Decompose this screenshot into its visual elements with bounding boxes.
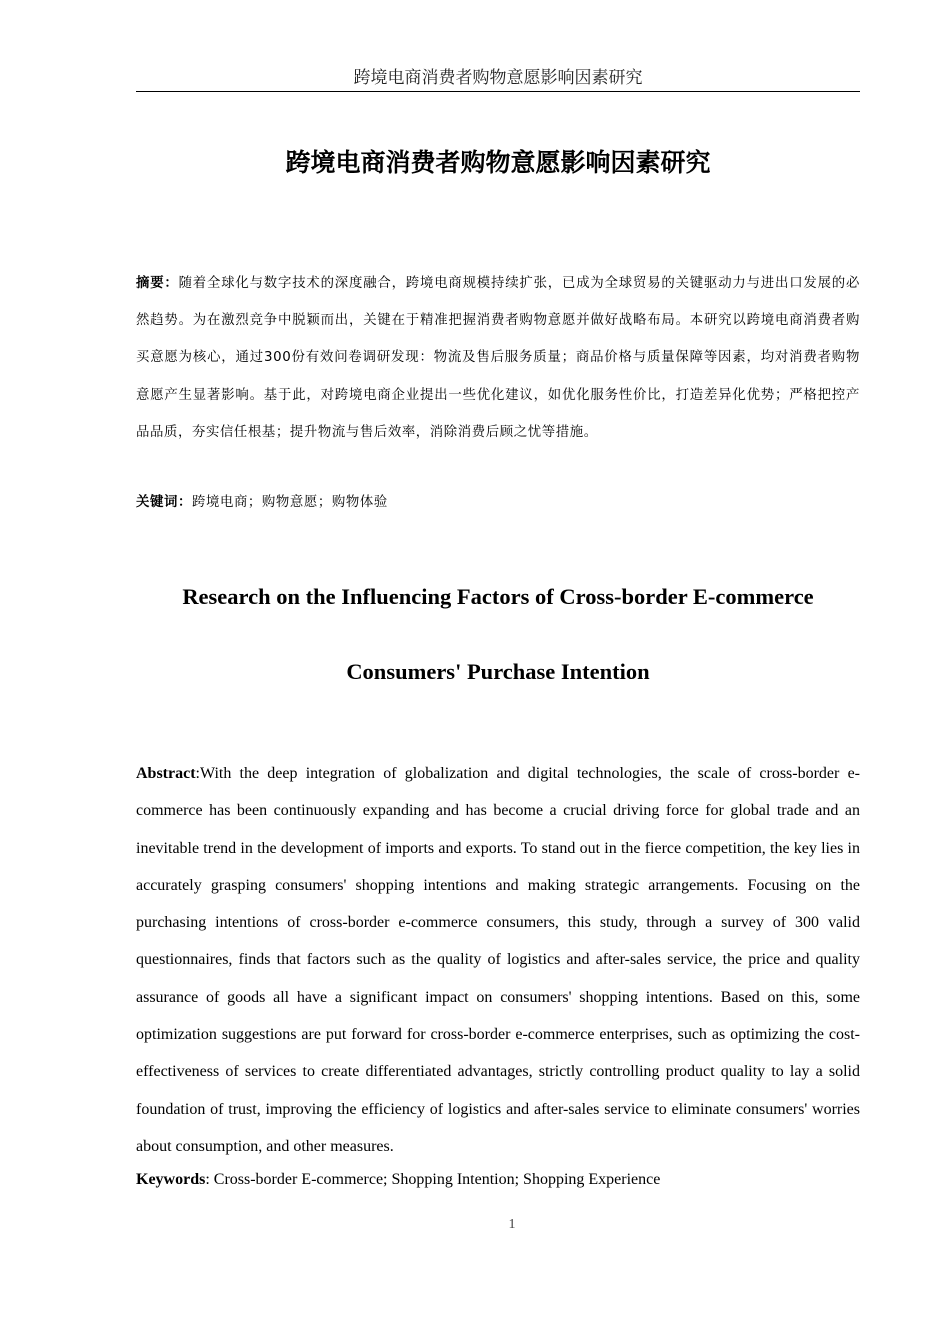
chinese-keywords [136,486,860,520]
running-header: 跨境电商消费者购物意愿影响因素研究 [353,68,643,88]
english-keywords-text: : Cross-border E-commerce; Shopping Intention; Shopping Experience [205,1171,661,1188]
english-title [136,559,860,709]
chinese-abstract [136,265,860,451]
english-title-line-2: Consumers' Purchase Intention [346,659,650,684]
header-rule [136,91,860,92]
english-abstract-label: Abstract [136,765,196,782]
chinese-abstract-label: 摘要： [136,276,179,291]
chinese-abstract-text: 随着全球化与数字技术的深度融合，跨境电商规模持续扩张，已成为全球贸易的关键驱动力与进出口发展的必然趋势。为在激烈竞争中脱颖而出，关键在于精准把握消费者购物意愿并做好战略布局。本研究以跨境电商消费者购买意愿为核心，通过300份有效问卷调研发现：物流及售后服务质量；商品价格与质量保障等因素，均对消费者购物意愿产生显著影响。基于此，对跨境电商企业提出一些优化建议，如优化服务性价比，打造差异化优势；严格把控产品品质，夯实信任根基；提升物流与售后效率，消除消费后顾之忧等措施。 [136,276,860,440]
chinese-title: 跨境电商消费者购物意愿影响因素研究 [285,148,711,177]
chinese-keywords-label: 关键词： [136,495,192,510]
english-abstract [136,755,860,1165]
chinese-keywords-text: 跨境电商；购物意愿；购物体验 [191,495,388,510]
page-number: 1 [508,1217,516,1232]
english-title-line-1: Research on the Influencing Factors of Cross-border E-commerce [182,584,814,609]
english-abstract-text: :With the deep integration of globalization and digital technologies, the scale of cross-border e-commerce has been continuously expanding and has become a crucial driving force for global trade and an inevitable trend in the development of imports and exports. To stand out in the fierce competition, the key lies in accurately grasping consumers' shopping intentions and making strategic arrangements. Focusing on the purchasing intentions of cross-border e-commerce consumers, this study, through a survey of 300 valid questionnaires, finds that factors such as the quality of logistics and after-sales service, the price and quality assurance of goods all have a significant impact on consumers' shopping intentions. Based on this, some optimization suggestions are put forward for cross-border e-commerce enterprises, such as optimizing the cost-effectiveness of services to create differentiated advantages, strictly controlling product quality to lay a solid foundation of trust, improving the efficiency of logistics and after-sales service to eliminate consumers' worries about consumption, and other measures. [136,765,860,1155]
english-keywords-label: Keywords [136,1171,206,1188]
english-keywords [136,1166,860,1194]
